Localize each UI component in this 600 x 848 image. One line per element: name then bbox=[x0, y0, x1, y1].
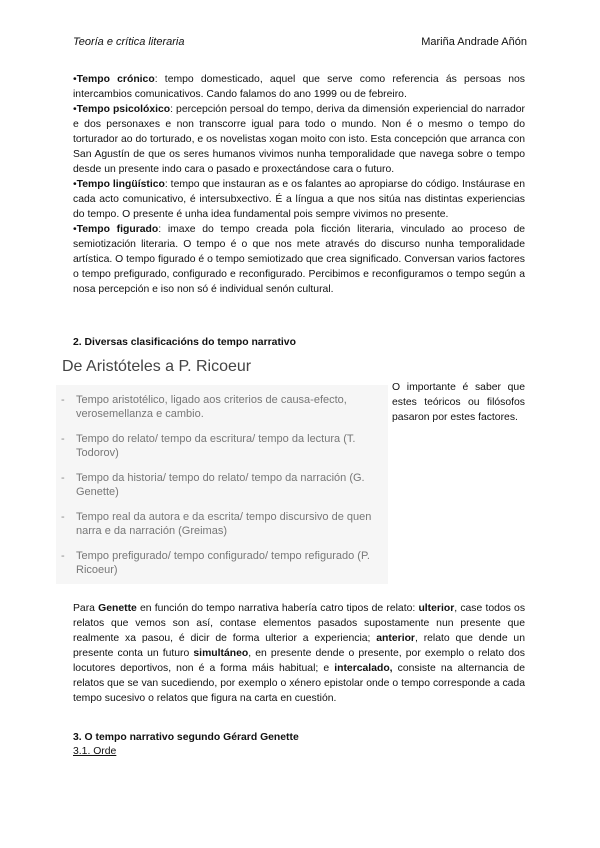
bold-run: intercalado, bbox=[334, 663, 393, 674]
term-name: Tempo crónico bbox=[76, 74, 155, 85]
bold-run: ulterior bbox=[418, 603, 455, 614]
text-run: consiste na alternancia de relatos que se van sucediendo, por exemplo o xénero epistolar onde o tempo corresponde a cada tempo sucesivo o relatos que figura na carta en cuestión. bbox=[73, 663, 525, 704]
dash-bullet: - bbox=[61, 472, 65, 484]
side-note: O importante é saber que estes teóricos ou filósofos pasaron por estes factores. bbox=[392, 382, 525, 423]
term-paragraph bbox=[73, 102, 525, 177]
bold-run: simultáneo bbox=[193, 648, 249, 659]
term-definition: : tempo domesticado, aquel que serve como referencia ás persoas nos intercambios comunicativos. Cando falamos do ano 1999 ou de febreiro. bbox=[73, 74, 525, 100]
bullet: • bbox=[73, 179, 77, 190]
term-name: Tempo psicolóxico bbox=[76, 104, 171, 115]
slide-item-text: Tempo prefigurado/ tempo configurado/ tempo refigurado (P. Ricoeur) bbox=[76, 550, 370, 576]
subsection-heading: 3.1. Orde bbox=[73, 746, 117, 757]
term-paragraph bbox=[73, 72, 525, 102]
page-header bbox=[73, 36, 527, 52]
bold-run: anterior bbox=[376, 633, 415, 644]
slide-list bbox=[56, 393, 388, 588]
slide-item bbox=[56, 393, 388, 421]
term-definition: : tempo que instauran as e os falantes ao apropiarse do código. Instáurase en cada acto comunicativo, é intersubxectivo. É a língua a que nos sitúa nas distintas experiencias do tempo. O presente é unha idea fundamental pois sempre vivimos no presente. bbox=[73, 179, 525, 220]
slide-item bbox=[56, 510, 388, 538]
section-heading: 2. Diversas clasificacións do tempo narrativo bbox=[73, 337, 296, 348]
slide-item bbox=[56, 549, 388, 577]
time-types-list bbox=[73, 72, 525, 297]
text-run: , case todos os relatos que vemos son así, contase elementos pasados supostamente nun presente que realmente xa pasou, é dicir de forma ulterior a experiencia; bbox=[73, 603, 526, 644]
term-name: Tempo lingüístico bbox=[76, 179, 165, 190]
bullet: • bbox=[73, 104, 77, 115]
genette-paragraph bbox=[73, 601, 525, 706]
term-definition: : imaxe do tempo creada pola ficción literaria, vinculado ao proceso de semiotización literaria. O tempo é o que nos mete através do discurso nunha temporalidade artística. O tempo figurado é o tempo semiotizado que crea significado. Conversan varios factores o tempo prefigurado, configurado e reconfigurado. Percibimos e reconfiguramos o tempo según a nosa percepción e iso non só é individual senón cultural. bbox=[73, 224, 526, 295]
bold-run: Genette bbox=[98, 603, 137, 614]
term-name: Tempo figurado bbox=[76, 224, 159, 235]
slide-title: De Aristóteles a P. Ricoeur bbox=[62, 358, 252, 375]
slide-item bbox=[56, 432, 388, 460]
bullet: • bbox=[73, 224, 77, 235]
document-title: Teoría e crítica literaria bbox=[73, 36, 185, 48]
document-author: Mariña Andrade Añón bbox=[421, 36, 527, 48]
paragraph bbox=[73, 601, 525, 706]
embedded-slide bbox=[56, 358, 388, 584]
slide-item-text: Tempo aristotélico, ligado aos criterios de causa-efecto, verosemellanza e cambio. bbox=[76, 394, 347, 420]
slide-item-text: Tempo do relato/ tempo da escritura/ tempo da lectura (T. Todorov) bbox=[76, 433, 356, 459]
dash-bullet: - bbox=[61, 394, 65, 406]
text-run: Para bbox=[73, 603, 99, 614]
dash-bullet: - bbox=[61, 433, 65, 445]
text-run: en función do tempo narrativa habería catro tipos de relato: bbox=[136, 603, 419, 614]
slide-item-text: Tempo real da autora e da escrita/ tempo discursivo de quen narra e da narración (Greimas) bbox=[76, 511, 372, 537]
bullet: • bbox=[73, 74, 77, 85]
section-heading: 3. O tempo narrativo segundo Gérard Genette bbox=[73, 732, 299, 743]
dash-bullet: - bbox=[61, 511, 65, 523]
term-paragraph bbox=[73, 222, 525, 297]
slide-item-text: Tempo da historia/ tempo do relato/ tempo da narración (G. Genette) bbox=[76, 472, 365, 498]
term-paragraph bbox=[73, 177, 525, 222]
term-definition: : percepción persoal do tempo, deriva da dimensión experiencial do narrador e dos personaxes e non transcorre igual para todo o mundo. Non é o mesmo o tempo do torturador ao do torturado, e os novelistas xogan moito con isto. Esta concepción que arranca con San Agustín de que os seres humanos vivimos nunha temporalidade que navega sobre o tempo desde un presente indo cara o pasado e proxectándose cara o futuro. bbox=[73, 104, 525, 175]
slide-item bbox=[56, 471, 388, 499]
text-run: , en presente dende o presente, por exemplo o relato dos locutores deportivos, non é a forma máis habitual; e bbox=[73, 648, 526, 674]
text-run: , relato que dende un presente conta un futuro bbox=[73, 633, 525, 659]
dash-bullet: - bbox=[61, 550, 65, 562]
